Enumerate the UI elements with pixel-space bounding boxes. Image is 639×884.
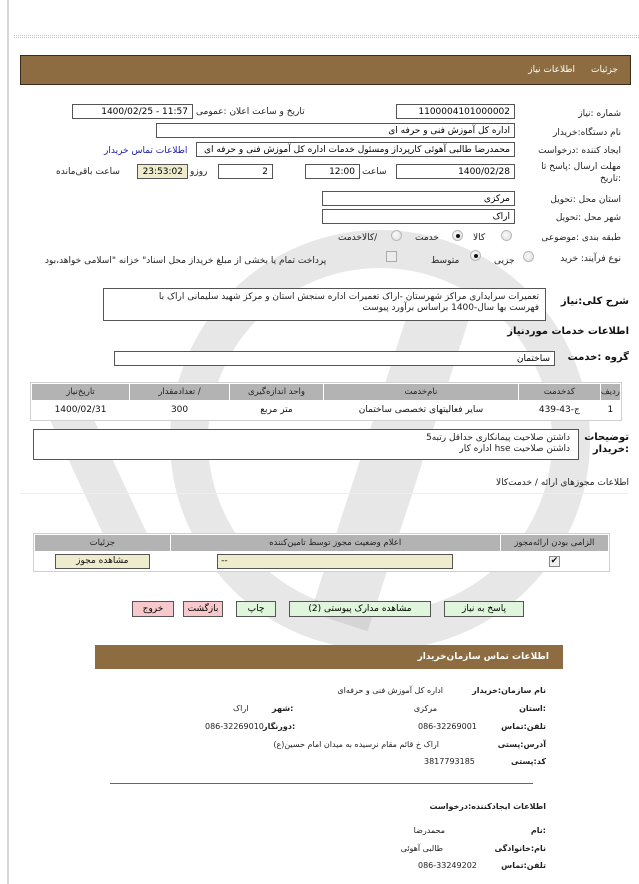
requester-phone-label: تلفن:تماس	[501, 861, 546, 870]
service-group-label: گروه :خدمت	[567, 352, 629, 363]
buyer-notes-line-2: داشتن صلاحیت hse اداره کار	[459, 444, 570, 454]
contact-city-value: اراک	[233, 704, 249, 713]
buyer-contact-section-header: اطلاعات تماس سازمان‌خریدار	[95, 645, 563, 669]
announce-datetime-field: 1400/02/25 - 11:57	[72, 104, 193, 119]
services-table-header	[32, 384, 620, 400]
buyer-notes-line-1: داشتن صلاحیت پیمانکاری حداقل رتبه5	[426, 433, 570, 443]
summary-box	[103, 288, 546, 321]
deadline-time-field: 12:00	[305, 164, 360, 179]
permit-status-field[interactable]: --	[217, 554, 453, 569]
need-number-label: شماره :نیاز	[578, 109, 621, 119]
col-permit-details: جزئیات	[35, 535, 170, 551]
summary-line-1: تعمیرات سرایداری مراکز شهرستان -اراک تعمیرات اداره سنجش استان و مرکز شهید سلیمانی اراک با	[158, 292, 539, 302]
summary-label: شرح کلی:نیاز	[560, 296, 629, 307]
contact-province-value: مرکزی	[413, 704, 437, 713]
category-radio-goods-service[interactable]	[391, 230, 402, 241]
buyer-org-label: نام دستگاه:خریدار	[552, 128, 621, 138]
requester-family-label: نام:خانوادگی	[494, 844, 546, 853]
permits-title: اطلاعات مجوزهای ارائه / خدمت‌کالا	[495, 478, 629, 488]
section-divider	[110, 783, 533, 784]
buyer-notes-label-2: :خریدار	[592, 444, 629, 455]
remaining-time-field: 23:53:02	[137, 164, 188, 179]
requester-family-value: طالبی آهوئی	[400, 844, 443, 853]
print-button[interactable]: چاپ	[236, 601, 276, 617]
category-radio-goods[interactable]	[501, 230, 512, 241]
permits-table-header	[35, 535, 608, 551]
back-button[interactable]: بازگشت	[183, 601, 223, 617]
remaining-time-label: ساعت باقی‌مانده	[56, 167, 120, 177]
deadline-label-2: :تاریخ	[600, 174, 621, 184]
exit-button[interactable]: خروج	[132, 601, 174, 617]
cell-permit-details	[35, 552, 170, 570]
tab-details[interactable]: جزئیات	[591, 65, 618, 75]
contact-address-label: آدرس:پستی	[497, 740, 546, 749]
delivery-city-label: شهر محل :تحویل	[555, 213, 621, 223]
process-option-medium: متوسط	[431, 256, 460, 266]
buyer-notes-label: توضیحات	[584, 432, 629, 443]
top-separator	[14, 35, 639, 38]
cell-permit-required	[501, 552, 608, 570]
cell-date: 1400/02/31	[54, 405, 107, 415]
header-bar	[20, 55, 631, 85]
col-code: کدخدمت	[519, 384, 600, 400]
contact-postal-label: کد:پستی	[511, 757, 546, 766]
category-option-service: خدمت	[415, 233, 439, 243]
cell-permit-status	[171, 552, 500, 570]
cell-row: 1	[607, 405, 614, 415]
contact-fax-label: :دورنگار	[263, 722, 296, 731]
col-qty: / تعدادمقدار	[130, 384, 229, 400]
summary-line-2: فهرست بها سال-1400 براساس برآورد پیوست	[362, 303, 539, 313]
permit-required-checkbox[interactable]: ✔	[550, 555, 559, 566]
contact-postal-value: 3817793185	[424, 757, 475, 766]
page-left-border	[7, 0, 9, 884]
time-label: ساعت	[362, 167, 387, 177]
category-radio-service[interactable]	[452, 230, 463, 241]
buyer-contact-link[interactable]: اطلاعات تماس خریدار	[104, 146, 188, 156]
process-radio-medium[interactable]	[470, 250, 481, 261]
need-number-field: 1100004101000002	[396, 104, 515, 119]
buyer-notes-box	[33, 429, 579, 460]
col-name: نام‌خدمت	[324, 384, 518, 400]
table-row	[32, 401, 620, 419]
deadline-date-field: 1400/02/28	[396, 164, 515, 179]
services-title: اطلاعات خدمات موردنیاز	[507, 326, 629, 337]
buyer-org-field: اداره کل آموزش فنی و حرفه ای	[156, 123, 515, 138]
category-label: طبقه بندی :موضوعی	[541, 233, 621, 243]
cell-code: ج-43-439	[538, 405, 580, 415]
tab-need-info[interactable]: اطلاعات نیاز	[528, 65, 576, 75]
services-table	[30, 382, 622, 421]
col-unit: واحد اندازه‌گیری	[230, 384, 323, 400]
cell-qty: 300	[170, 405, 189, 415]
process-option-minor: جزیی	[494, 256, 515, 266]
delivery-province-field: مرکزی	[322, 191, 515, 206]
contact-fax-value: 086-32269010	[205, 722, 264, 731]
creator-field: محمدرضا طالبی آهوئی کارپرداز ومسئول خدمات اداره کل آموزش فنی و حرفه ای	[196, 142, 515, 157]
delivery-city-field: اراک	[322, 209, 515, 224]
contact-phone-label: تلفن:تماس	[501, 722, 546, 731]
cell-name: سایر فعالیتهای تخصصی ساختمان	[358, 405, 484, 415]
contact-phone-value: 086-32269001	[418, 722, 477, 731]
category-option-goods-service: /کالاخدمت	[338, 233, 378, 243]
permits-divider	[20, 493, 628, 494]
col-row: ردیف	[601, 384, 620, 400]
delivery-province-label: استان محل :تحویل	[550, 195, 621, 205]
deadline-label: مهلت ارسال :پاسخ تا	[541, 162, 621, 172]
treasury-text: پرداخت تمام یا بخشی از مبلغ خریداز محل اسناد" خزانه "اسلامی خواهد،بود	[45, 256, 327, 266]
days-remaining-field: 2	[218, 164, 273, 179]
process-radio-minor[interactable]	[523, 251, 534, 262]
col-permit-required: الزامی بودن ارائه‌مجوز	[501, 535, 608, 551]
creator-label: ایجاد کننده :درخواست	[538, 146, 621, 156]
days-label: روزو	[190, 167, 208, 177]
requester-name-value: محمدرضا	[413, 826, 445, 835]
cell-unit: متر مربع	[260, 405, 293, 415]
requester-section-title: اطلاعات ایجادکننده:درخواست	[429, 802, 546, 811]
col-permit-status: اعلام وضعیت مجوز توسط تامین‌کننده	[171, 535, 500, 551]
view-attachments-button[interactable]: مشاهده مدارک پیوستی (2)	[289, 601, 431, 617]
permits-table	[33, 533, 610, 572]
org-name-label: نام سازمان:خریدار	[472, 686, 546, 695]
reply-to-need-button[interactable]: پاسخ به نیاز	[444, 601, 524, 617]
contact-address-value: اراک خ قائم مقام نرسیده به میدان امام حسین(ع)	[273, 740, 439, 749]
org-name-value: اداره کل آموزش فنی و حرفه‌ای	[337, 686, 443, 695]
view-permit-button[interactable]: مشاهده مجوز	[55, 554, 150, 569]
col-date: تاریخ‌نیاز	[32, 384, 129, 400]
contact-city-label: :شهر	[272, 704, 294, 713]
announce-label: تاریخ و ساعت اعلان :عمومی	[196, 107, 305, 117]
category-option-goods: کالا	[473, 233, 486, 243]
treasury-checkbox[interactable]	[386, 251, 397, 262]
requester-phone-value: 086-33249202	[418, 861, 477, 870]
requester-name-label: :نام	[530, 826, 546, 835]
service-group-field: ساختمان	[114, 351, 555, 366]
table-row	[35, 552, 608, 570]
contact-province-label: :استان	[519, 704, 546, 713]
process-type-label: نوع فرآیند: خرید	[560, 254, 621, 264]
